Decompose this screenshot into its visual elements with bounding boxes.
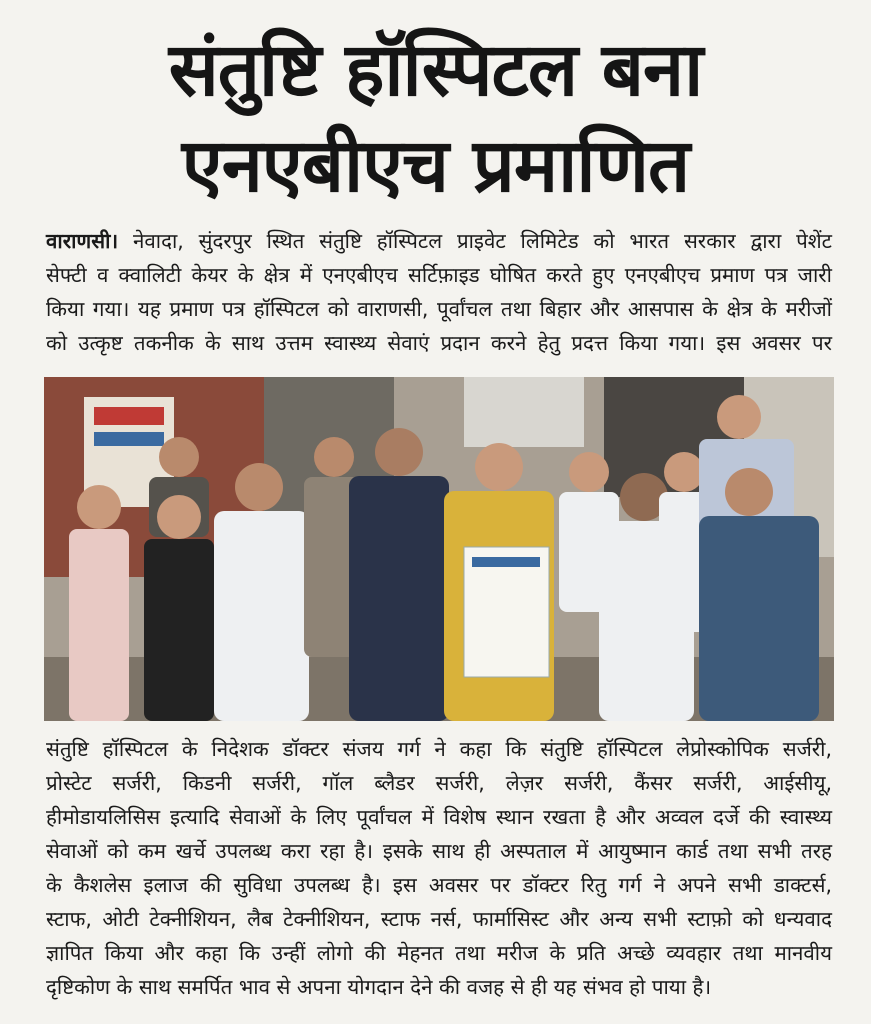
headline-line-1: संतुष्टि हॉस्पिटल बना bbox=[168, 27, 703, 113]
para2-line-1: संतुष्टि हॉस्पिटल के निदेशक डॉक्टर संजय गर्ग ने कहा कि संतुष्टि हॉस्पिटल लेप्रोस्कोपिक सर्जरी, bbox=[46, 737, 832, 761]
headline-line-2: एनएबीएच प्रमाणित bbox=[181, 123, 690, 209]
article-paragraph-2 bbox=[46, 732, 832, 1004]
para2-line-8: दृष्टिकोण के साथ समर्पित भाव से अपना योगदान देने की वजह से ही यह संभव हो पाया है। bbox=[46, 975, 712, 999]
group-photo-illustration bbox=[44, 377, 834, 721]
article-paragraph-1 bbox=[46, 224, 832, 360]
para1-line-3: किया गया। यह प्रमाण पत्र हॉस्पिटल को वाराणसी, पूर्वांचल तथा बिहार और आसपास के क्षेत्र के मरीजों bbox=[46, 297, 832, 321]
group-photo bbox=[44, 377, 834, 721]
para2-line-6: स्टाफ, ओटी टेक्नीशियन, लैब टेक्नीशियन, स्टाफ नर्स, फार्मासिस्ट और अन्य सभी स्टाफ़ो को धन्यवाद bbox=[46, 907, 832, 931]
para2-line-3: हीमोडायलिसिस इत्यादि सेवाओं के लिए पूर्वांचल में विशेष स्थान रखता है और अव्वल दर्जे की स्वास्थ्य bbox=[46, 805, 832, 829]
para2-line-4: सेवाओं को कम खर्चे उपलब्ध करा रहा है। इसके साथ ही अस्पताल में आयुष्मान कार्ड तथा सभी तरह bbox=[46, 839, 832, 863]
para1-line-2: सेफ्टी व क्वालिटी केयर के क्षेत्र में एनएबीएच सर्टिफ़ाइड घोषित करते हुए एनएबीएच प्रमाण पत्र जारी bbox=[46, 263, 832, 287]
para2-line-7: ज्ञापित किया और कहा कि उन्हीं लोगो की मेहनत तथा मरीज के प्रति अच्छे व्यवहार तथा मानवीय bbox=[46, 941, 832, 965]
headline bbox=[0, 22, 871, 214]
para1-line-1: वाराणसी। नेवादा, सुंदरपुर स्थित संतुष्टि हॉस्पिटल प्राइवेट लिमिटेड को भारत सरकार द्वारा पेशेंट bbox=[46, 229, 832, 253]
para2-line-2: प्रोस्टेट सर्जरी, किडनी सर्जरी, गॉल ब्लैडर सर्जरी, लेज़र सर्जरी, कैंसर सर्जरी, आईसीयू, bbox=[46, 771, 832, 795]
para1-line-4: को उत्कृष्ट तकनीक के साथ उत्तम स्वास्थ्य सेवाएं प्रदान करने हेतु प्रदत्त किया गया। इस अवसर पर bbox=[46, 331, 832, 355]
para2-line-5: के कैशलेस इलाज की सुविधा उपलब्ध है। इस अवसर पर डॉक्टर रितु गर्ग ने अपने सभी डाक्टर्स, bbox=[46, 873, 832, 897]
dateline: वाराणसी। bbox=[46, 229, 119, 253]
